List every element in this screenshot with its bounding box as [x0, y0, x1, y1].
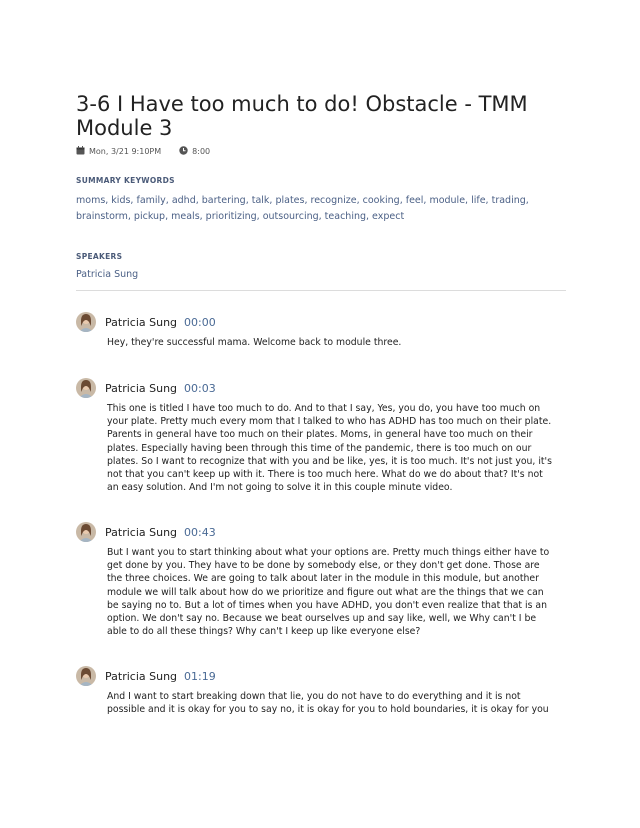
summary-keywords-label: SUMMARY KEYWORDS [76, 176, 175, 185]
transcript-text: But I want you to start thinking about what your options are. Pretty much things either have to get done by you. They have to be done by somebody else, or they don't get done. Those are the three choices. We are going to talk about later in the module in this module, but another module we will talk about how do we prioritize and figure out what are the things that we can be saying no to. But a lot of times when you have ADHD, you don't even realize that that is an option. We don't say no. Because we beat ourselves up and say like, well, we Why can't I be able to do all these things? Why can't I keep up like everyone else? [107, 547, 550, 638]
page-title: 3-6 I Have too much to do! Obstacle - TMM Module 3 [76, 92, 528, 140]
speaker-name: Patricia Sung [105, 381, 178, 395]
transcript-entry [76, 522, 566, 638]
timestamp[interactable]: 01:19 [184, 669, 216, 683]
summary-keywords: moms, kids, family, adhd, bartering, talk, plates, recognize, cooking, feel, module, life, trading, brainstorm, pickup, meals, prioritizing, outsourcing, teaching, expect [76, 195, 529, 222]
page-bottom-margin [0, 718, 640, 828]
transcript-entry [76, 666, 566, 716]
transcript-text: This one is titled I have too much to do. And to that I say, Yes, you do, you have too much on your plate. Pretty much every mom that I talked to who has ADHD has too much on their plate. Parents in general have too much on their plates. Moms, in general have too much on their plates. Especially having been through this time of the pandemic, there is too much on our plates. So I want to recognize that with you and be like, yes, it is too much. It's not just you, it's not that you can't keep up with it. There is too much here. What do we do about that? It's not an easy solution. And I'm not going to solve it in this couple minute video. [107, 403, 552, 494]
divider [76, 290, 566, 291]
transcript-entry [76, 312, 566, 349]
speaker-name: Patricia Sung [105, 669, 178, 683]
timestamp[interactable]: 00:03 [184, 381, 216, 395]
avatar [76, 378, 96, 398]
transcript-text: Hey, they're successful mama. Welcome back to module three. [107, 337, 402, 348]
speakers-label: SPEAKERS [76, 252, 123, 261]
timestamp[interactable]: 00:43 [184, 525, 216, 539]
avatar [76, 312, 96, 332]
recording-duration: 8:00 [192, 147, 211, 156]
meta-row [76, 146, 566, 157]
speaker-name: Patricia Sung [105, 525, 178, 539]
speaker-name: Patricia Sung [105, 315, 178, 329]
transcript-text: And I want to start breaking down that lie, you do not have to do everything and it is not possible and it is okay for you to say no, it is okay for you to hold boundaries, it is okay for you [107, 691, 549, 716]
clock-icon [179, 146, 188, 157]
avatar [76, 522, 96, 542]
timestamp[interactable]: 00:00 [184, 315, 216, 329]
recording-date: Mon, 3/21 9:10PM [89, 147, 162, 156]
transcript-header [76, 92, 566, 291]
speaker-list: Patricia Sung [76, 269, 139, 280]
calendar-icon [76, 146, 85, 157]
transcript-entry [76, 378, 566, 494]
avatar [76, 666, 96, 686]
